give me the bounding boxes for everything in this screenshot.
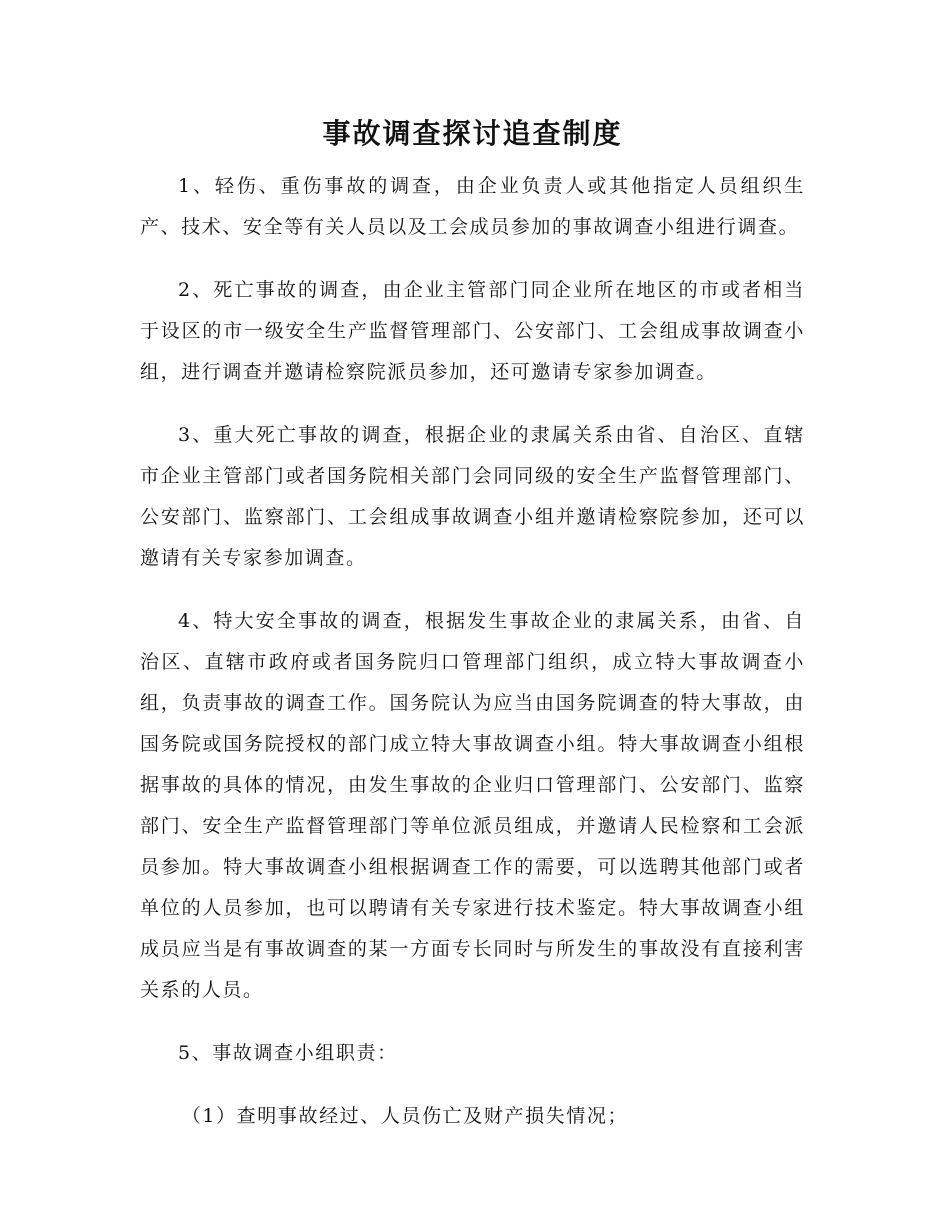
paragraph-1: 1、轻伤、重伤事故的调查，由企业负责人或其他指定人员组织生产、技术、安全等有关人员以及工会成员参加的事故调查小组进行调查。 <box>140 175 805 238</box>
paragraph-5: 5、事故调查小组职责： <box>178 1042 398 1064</box>
document-title: 事故调查探讨追查制度 <box>322 117 623 150</box>
paragraph-2: 2、死亡事故的调查，由企业主管部门同企业所在地区的市或者相当于设区的市一级安全生产监督管理部门、公安部门、工会组成事故调查小组，进行调查并邀请检察院派员参加，还可邀请专家参加调查。 <box>140 279 805 383</box>
paragraph-4: 4、特大安全事故的调查，根据发生事故企业的隶属关系，由省、自治区、直辖市政府或者国务院归口管理部门组织，成立特大事故调查小组，负责事故的调查工作。国务院认为应当由国务院调查的特大事故，由国务院或国务院授权的部门成立特大事故调查小组。特大事故调查小组根据事故的具体的情况，由发生事故的企业归口管理部门、公安部门、监察部门、安全生产监督管理部门等单位派员组成，并邀请人民检察和工会派员参加。特大事故调查小组根据调查工作的需要，可以选聘其他部门或者单位的人员参加，也可以聘请有关专家进行技术鉴定。特大事故调查小组成员应当是有事故调查的某一方面专长同时与所发生的事故没有直接利害关系的人员。 <box>140 610 805 1001</box>
document-page <box>140 108 805 1159</box>
paragraph-3: 3、重大死亡事故的调查，根据企业的隶属关系由省、自治区、直辖市企业主管部门或者国务院相关部门会同同级的安全生产监督管理部门、公安部门、监察部门、工会组成事故调查小组并邀请检察院参加，还可以邀请有关专家参加调查。 <box>140 424 805 569</box>
sub-item-1: （1）查明事故经过、人员伤亡及财产损失情况； <box>181 1105 629 1127</box>
